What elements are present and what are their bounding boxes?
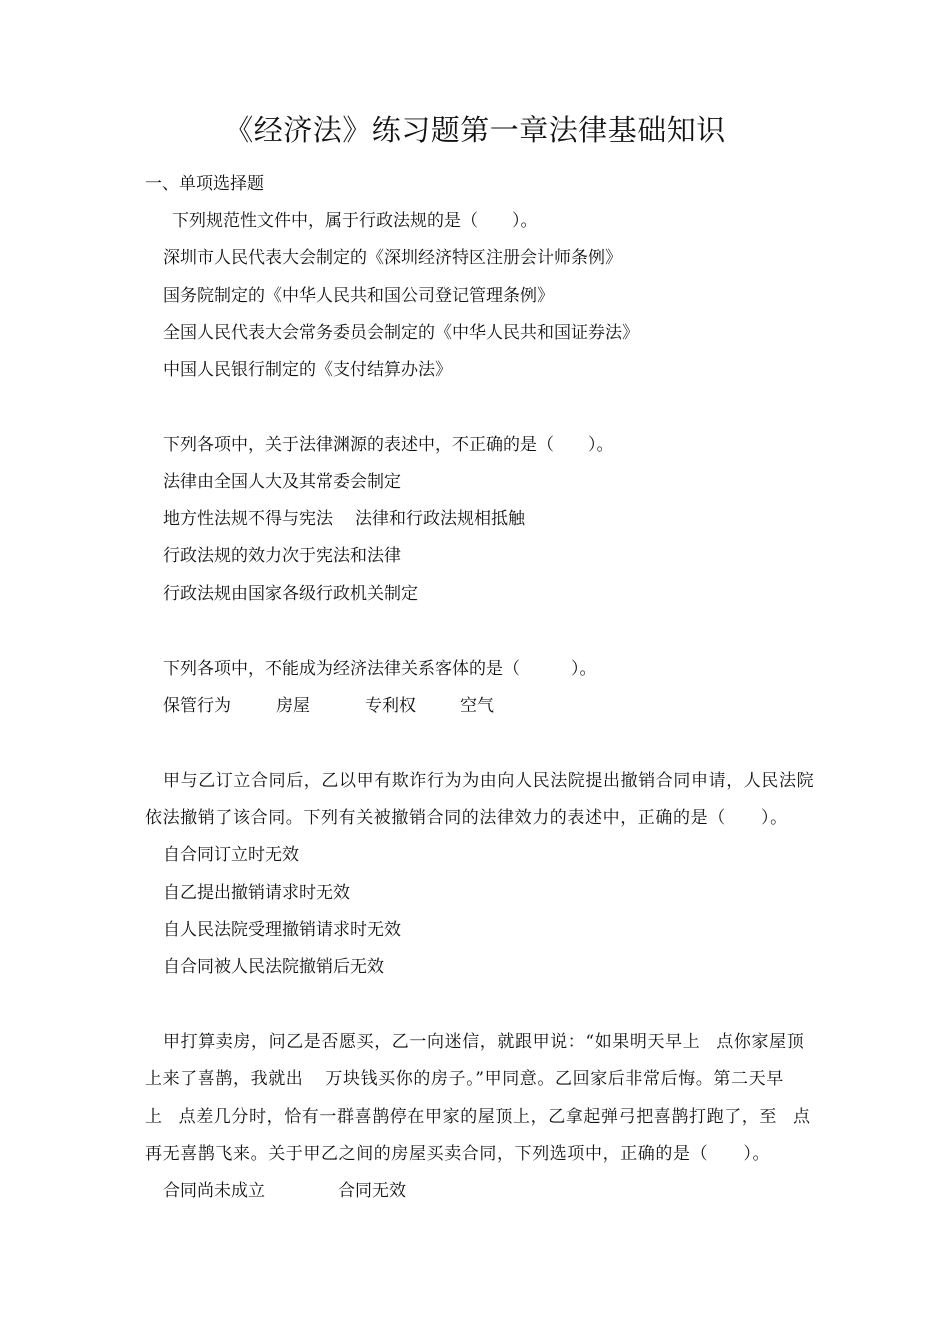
question-2-option-a: 法律由全国人大及其常委会制定 <box>163 472 401 492</box>
question-1-option-a: 深圳市人民代表大会制定的《深圳经济特区注册会计师条例》 <box>163 248 622 268</box>
question-5-line-3 <box>145 1105 811 1129</box>
question-5-line-1-part2: 点你家屋顶 <box>716 1032 805 1052</box>
question-5-line-4: 再无喜鹊飞来。关于甲乙之间的房屋买卖合同，下列选项中，正确的是（ ）。 <box>145 1144 771 1164</box>
question-5-line-3-part2: 点差几分时，恰有一群喜鹊停在甲家的屋顶上，乙拿起弹弓把喜鹊打跑了，至 <box>178 1107 778 1127</box>
question-5-line-2 <box>145 1067 784 1091</box>
question-2-option-b-part1: 地方性法规不得与宪法 <box>163 509 333 529</box>
question-3-stem: 下列各项中，不能成为经济法律关系客体的是（ ）。 <box>163 659 597 679</box>
question-2-option-b <box>163 507 525 531</box>
question-5-line-2-part2: 万块钱买你的房子。”甲同意。乙回家后非常后悔。第二天早 <box>325 1069 784 1089</box>
question-5-line-3-part1: 上 <box>145 1107 163 1127</box>
question-2-stem: 下列各项中，关于法律渊源的表述中，不正确的是（ ）。 <box>163 435 614 455</box>
question-4-stem-line-2: 依法撤销了该合同。下列有关被撤销合同的法律效力的表述中，正确的是（ ）。 <box>145 808 788 828</box>
question-4-stem-line-1: 甲与乙订立合同后，乙以甲有欺诈行为为由向人民法院提出撤销合同申请，人民法院 <box>163 771 815 791</box>
question-2-option-d: 行政法规由国家各级行政机关制定 <box>163 584 418 604</box>
question-2-option-c: 行政法规的效力次于宪法和法律 <box>163 546 401 566</box>
question-5-option-b: 合同无效 <box>338 1181 406 1201</box>
question-3-option-d: 空气 <box>460 696 494 716</box>
question-1-option-d: 中国人民银行制定的《支付结算办法》 <box>163 360 452 380</box>
question-4-option-a: 自合同订立时无效 <box>163 845 299 865</box>
question-1-option-c: 全国人民代表大会常务委员会制定的《中华人民共和国证券法》 <box>163 323 639 343</box>
question-4-option-b: 自乙提出撤销请求时无效 <box>163 883 350 903</box>
question-5-line-1 <box>163 1030 804 1054</box>
question-1-stem: 下列规范性文件中，属于行政法规的是（ ）。 <box>172 211 538 231</box>
question-2-option-b-part2: 法律和行政法规相抵触 <box>355 509 525 529</box>
question-5-line-2-part1: 上来了喜鹊，我就出 <box>145 1069 304 1089</box>
question-3-option-a: 保管行为 <box>163 696 231 716</box>
question-5-line-1-part1: 甲打算卖房，问乙是否愿买，乙一向迷信，就跟甲说：“如果明天早上 <box>163 1032 701 1052</box>
question-1-option-b: 国务院制定的《中华人民共和国公司登记管理条例》 <box>163 286 554 306</box>
question-3-option-c: 专利权 <box>365 696 416 716</box>
question-5-option-a: 合同尚未成立 <box>163 1181 265 1201</box>
page-title: 《经济法》练习题第一章法律基础知识 <box>224 113 726 147</box>
question-4-option-c: 自人民法院受理撤销请求时无效 <box>163 920 401 940</box>
question-4-option-d: 自合同被人民法院撤销后无效 <box>163 957 384 977</box>
question-5-line-3-part3: 点 <box>793 1107 811 1127</box>
question-3-option-b: 房屋 <box>276 696 310 716</box>
section-heading: 一、单项选择题 <box>145 174 264 194</box>
